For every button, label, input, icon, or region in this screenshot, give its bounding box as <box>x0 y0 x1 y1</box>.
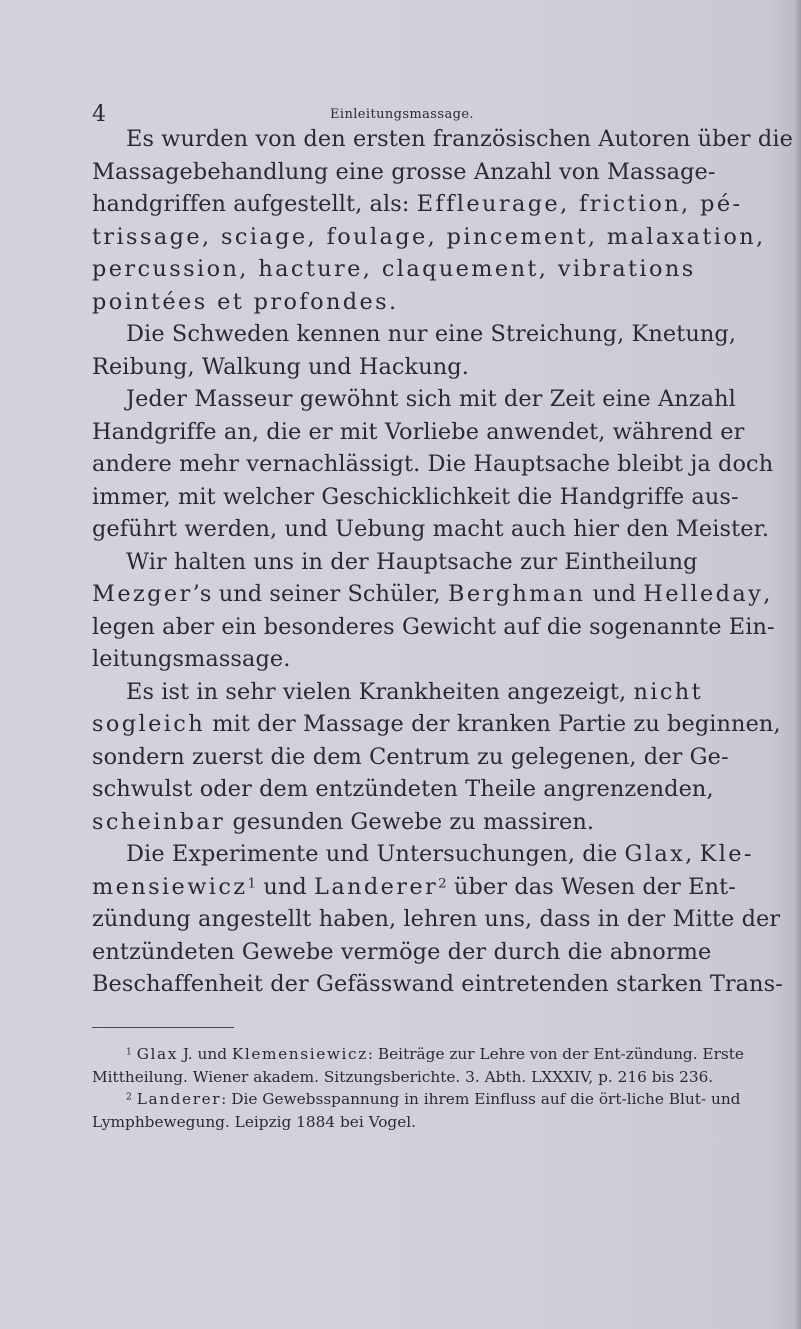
emphasis: nicht sogleich <box>92 678 703 737</box>
author-name: Mezger <box>92 581 193 607</box>
page-number: 4 <box>92 102 106 127</box>
author-name: Glax <box>136 1045 178 1063</box>
paragraph: Die Experimente und Untersuchungen, die Glax, Kle-mensiewicz$^1$ und Landerer$^2$ über das Wesen der Ent-zündung angestellt haben, lehren uns, dass in der Mitte der entzündeten Gewebe vermöge der durch die abnorme Beschaffenheit der Gefässwand eintretenden starken Trans- <box>92 841 783 997</box>
page-edge-shadow <box>793 0 801 1329</box>
paragraph: Es ist in sehr vielen Krankheiten angezeigt, nicht sogleich mit der Massage der kranken Partie zu beginnen, sondern zuerst die dem Centrum zu gelegenen, der Ge-schwulst oder dem entzündeten Theile angrenzenden, scheinbar gesunden Gewebe zu massiren. <box>92 678 781 835</box>
author-name: Landerer <box>314 873 439 900</box>
footnote-marker: 2 <box>126 1091 132 1103</box>
author-name: Glax <box>624 841 686 867</box>
author-name: Berghman <box>448 581 586 607</box>
author-name: Landerer <box>136 1090 222 1108</box>
author-name: Helleday <box>643 581 764 607</box>
paragraph: Die Schweden kennen nur eine Streichung, Knetung, Reibung, Walkung und Hackung. <box>92 321 737 380</box>
footnotes <box>92 1043 793 1133</box>
footnote: $^1$ Glax J. und Klemensiewicz: Beiträge zur Lehre von der Ent-zündung. Erste Mittheilung. Wiener akadem. Sitzungsberichte. 3. Abth. LXXXIV, p. 216 bis 236. <box>92 1045 744 1086</box>
paragraph: Jeder Masseur gewöhnt sich mit der Zeit eine Anzahl Handgriffe an, die er mit Vorliebe anwendet, während er andere mehr vernachlässigt. Die Hauptsache bleibt ja doch immer, mit welcher Geschicklichkeit die Handgriffe aus-geführt werden, und Uebung macht auch hier den Meister. <box>92 386 774 542</box>
paragraph: Es wurden von den ersten französischen Autoren über die Massagebehandlung eine grosse Anzahl von Massage-handgriffen aufgestellt, als: Effleurage, friction, pé-trissage, sciage, foulage, pincement, malaxation, percussion, hacture, claquement, vibrations pointées et profondes. <box>92 126 793 315</box>
running-head: Einleitungsmassage. <box>330 107 474 122</box>
footnote-marker: 1 <box>126 1046 132 1058</box>
author-name: Kle-mensiewicz <box>92 841 754 900</box>
footnote-ref: 1 <box>247 875 257 891</box>
footnote: $^2$ Landerer: Die Gewebsspannung in ihrem Einfluss auf die ört-liche Blut- und Lymphbewegung. Leipzig 1884 bei Vogel. <box>92 1090 741 1131</box>
footnote-ref: 2 <box>438 875 447 891</box>
spaced-term-list: Effleurage, friction, pé-trissage, sciage, foulage, pincement, malaxation, percussion, hacture, claquement, vibrations pointées et profondes <box>92 191 766 315</box>
emphasis: scheinbar <box>92 808 226 835</box>
author-name: Klemensiewicz <box>231 1045 368 1063</box>
body-text <box>92 123 793 1001</box>
paragraph: Wir halten uns in der Hauptsache zur Eintheilung Mezger’s und seiner Schüler, Berghman und Helleday, legen aber ein besonderes Gewicht auf die sogenannte Ein-leitungsmassage. <box>92 548 775 672</box>
footnote-divider <box>92 1027 234 1028</box>
